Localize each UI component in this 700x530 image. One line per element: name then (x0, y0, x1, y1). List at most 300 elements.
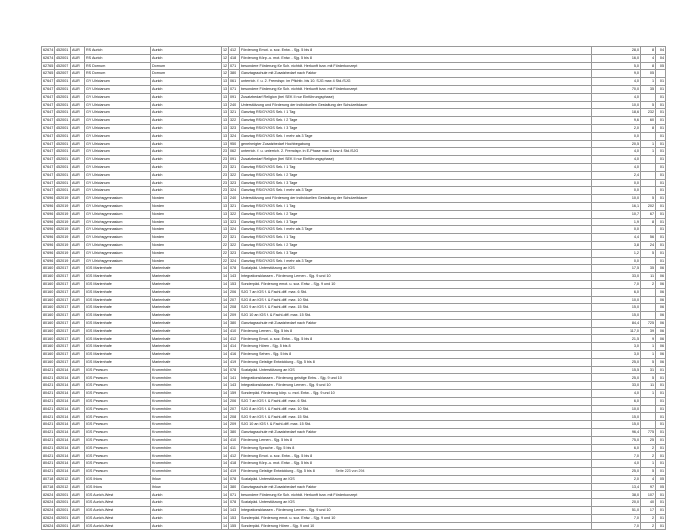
cell-town: Aurich (151, 140, 222, 148)
cell-count (641, 93, 656, 101)
cell-item-code: 071 (229, 491, 240, 499)
table-row (42, 444, 666, 452)
cell-town: Aurich (151, 156, 222, 164)
cell-type-code: 14 (222, 397, 229, 405)
cell-type-code: 14 (222, 319, 229, 327)
table-row (42, 499, 666, 507)
cell-type-code: 13 (222, 195, 229, 203)
cell-district: AUR (71, 358, 85, 366)
cell-type-code: 23 (222, 171, 229, 179)
cell-town: Dornum (151, 62, 222, 70)
cell-district-code: 452001 (55, 156, 71, 164)
cell-school-number: 80160 (42, 343, 55, 351)
cell-description: Ganztag RS/GY/IGS Sek. I 3 Tage (240, 218, 592, 226)
cell-type-code: 22 (222, 241, 229, 249)
cell-item-code: 380 (229, 319, 240, 327)
cell-hours: 96,4 (592, 429, 641, 437)
table-row (42, 148, 666, 156)
cell-district: AUR (71, 304, 85, 312)
table-row (42, 460, 666, 468)
cell-school-number: 82624 (42, 491, 55, 499)
cell-count (641, 156, 656, 164)
cell-hours: 3,0 (592, 351, 641, 359)
table-row (42, 241, 666, 249)
cell-school-name: IGS Marienhafe (85, 265, 151, 273)
cell-flag: 01 (656, 452, 666, 460)
cell-count: 5 (641, 358, 656, 366)
cell-hours: 4,0 (592, 148, 641, 156)
cell-count: 2 (641, 280, 656, 288)
cell-type-code: 14 (222, 507, 229, 515)
cell-district-code: 452014 (55, 413, 71, 421)
cell-item-code: 322 (229, 241, 240, 249)
data-table (41, 46, 666, 530)
cell-town: Marienhafe (151, 280, 222, 288)
cell-count: 97 (641, 483, 656, 491)
cell-district-code: 452007 (55, 62, 71, 70)
cell-district: AUR (71, 47, 85, 55)
cell-count: 5 (641, 468, 656, 476)
cell-type-code: 23 (222, 179, 229, 187)
cell-flag: 01 (656, 156, 666, 164)
cell-description: besondere Förderung für Sch. nichtdt. Herkunft bzw. mit Förderkonzept (240, 62, 592, 70)
cell-hours: 7,0 (592, 452, 641, 460)
cell-flag: 01 (656, 187, 666, 195)
cell-type-code: 14 (222, 382, 229, 390)
table-row (42, 93, 666, 101)
cell-district: AUR (71, 319, 85, 327)
cell-hours: 33,0 (592, 273, 641, 281)
cell-description: SJG 7 an IGS f. & Fachl-diff. max. 6 Std. (240, 288, 592, 296)
cell-count: 35 (641, 85, 656, 93)
cell-count: 31 (641, 366, 656, 374)
cell-flag: 01 (656, 241, 666, 249)
cell-hours: 84,4 (592, 319, 641, 327)
cell-item-code: 159 (229, 390, 240, 398)
cell-item-code: 380 (229, 70, 240, 78)
cell-school-name: GY Ulricianum (85, 117, 151, 125)
cell-count: 24 (641, 241, 656, 249)
cell-type-code: 13 (222, 132, 229, 140)
cell-school-name: IGS Pewsum (85, 405, 151, 413)
cell-town: Norden (151, 257, 222, 265)
cell-town: Aurich (151, 101, 222, 109)
cell-item-code: 324 (229, 226, 240, 234)
cell-town: Krummhörn (151, 382, 222, 390)
cell-school-name: GY Ulricianum (85, 156, 151, 164)
cell-type-code: 12 (222, 54, 229, 62)
cell-town: Aurich (151, 85, 222, 93)
cell-count: 1 (641, 351, 656, 359)
cell-district: AUR (71, 101, 85, 109)
cell-school-number: 67647 (42, 124, 55, 132)
cell-type-code: 14 (222, 429, 229, 437)
cell-school-number: 80421 (42, 444, 55, 452)
cell-district: AUR (71, 460, 85, 468)
cell-type-code: 14 (222, 452, 229, 460)
cell-description: Ganztag RS/GY/IGS Sek. I mehr als 3 Tage (240, 226, 592, 234)
cell-school-number: 80421 (42, 397, 55, 405)
table-row (42, 327, 666, 335)
cell-type-code: 22 (222, 249, 229, 257)
cell-district-code: 452001 (55, 522, 71, 530)
cell-town: Krummhörn (151, 436, 222, 444)
cell-hours: 15,0 (592, 304, 641, 312)
table-row (42, 101, 666, 109)
cell-flag: 01 (656, 226, 666, 234)
cell-school-number: 80160 (42, 351, 55, 359)
cell-count: 1 (641, 390, 656, 398)
table-row (42, 483, 666, 491)
cell-town: Marienhafe (151, 288, 222, 296)
cell-description: Ganztag RS/GY/IGS Sek. I mehr als 3 Tage (240, 257, 592, 265)
cell-hours: 15,0 (592, 413, 641, 421)
cell-school-number: 80421 (42, 390, 55, 398)
cell-town: Krummhörn (151, 390, 222, 398)
table-row (42, 226, 666, 234)
cell-district-code: 452001 (55, 109, 71, 117)
cell-hours: 25,0 (592, 358, 641, 366)
cell-school-number: 67647 (42, 78, 55, 86)
cell-flag: 01 (656, 195, 666, 203)
cell-flag: 06 (656, 296, 666, 304)
cell-description: Förderung Lernen - Sjg. 5 bis 8 (240, 436, 592, 444)
cell-description: Integrationsklassen - Förderung geistige Entw. - Sjg. 9 und 10 (240, 374, 592, 382)
cell-district-code: 452001 (55, 47, 71, 55)
cell-type-code: 13 (222, 202, 229, 210)
cell-district: AUR (71, 507, 85, 515)
cell-count (641, 296, 656, 304)
cell-district: AUR (71, 218, 85, 226)
cell-school-name: IGS Aurich-West (85, 499, 151, 507)
cell-district: AUR (71, 234, 85, 242)
cell-description: SJG 9 an IGS f. & Fachl-diff. max. 15 Std. (240, 413, 592, 421)
cell-hours: 20,0 (592, 499, 641, 507)
cell-school-name: IGS Aurich-West (85, 507, 151, 515)
cell-town: Aurich (151, 514, 222, 522)
cell-hours: 3,8 (592, 241, 641, 249)
cell-district: AUR (71, 171, 85, 179)
cell-flag: 01 (656, 468, 666, 476)
cell-school-number: 67696 (42, 241, 55, 249)
cell-town: Marienhafe (151, 304, 222, 312)
cell-description: unterrich. f. u. 2. Fremdspr. im Pfichtb. bis 10. SJG max 4 Std./SJG (240, 78, 592, 86)
cell-district: AUR (71, 413, 85, 421)
cell-school-name: GY Ulricianum (85, 140, 151, 148)
cell-school-number: 82624 (42, 522, 55, 530)
cell-description: Ganztag RS/GY/IGS Sek. I 2 Tage (240, 171, 592, 179)
cell-count (641, 288, 656, 296)
cell-school-number: 80421 (42, 413, 55, 421)
cell-description: SJG 8 an IGS f. & Fachl-diff. max. 10 Std. (240, 296, 592, 304)
cell-town: Norden (151, 210, 222, 218)
cell-town: Norden (151, 234, 222, 242)
cell-description: SJG 7 an IGS f. & Fachl-diff. max. 6 Std. (240, 397, 592, 405)
cell-type-code: 13 (222, 93, 229, 101)
table-row (42, 366, 666, 374)
cell-description: Sozialpäd. Unterstützung an IGS (240, 366, 592, 374)
cell-count: 4 (641, 475, 656, 483)
cell-district: AUR (71, 85, 85, 93)
cell-item-code: 418 (229, 460, 240, 468)
cell-district-code: 452001 (55, 140, 71, 148)
cell-district-code: 452019 (55, 202, 71, 210)
table-row (42, 514, 666, 522)
cell-school-name: IGS Pewsum (85, 421, 151, 429)
table-row (42, 210, 666, 218)
cell-school-number: 80718 (42, 483, 55, 491)
cell-school-name: IGS Pewsum (85, 436, 151, 444)
cell-flag: 01 (656, 382, 666, 390)
cell-item-code: 153 (229, 514, 240, 522)
cell-district-code: 452017 (55, 265, 71, 273)
cell-flag: 06 (656, 265, 666, 273)
cell-flag: 04 (656, 47, 666, 55)
cell-type-code: 14 (222, 343, 229, 351)
cell-count: 17 (641, 507, 656, 515)
cell-item-code: 078 (229, 499, 240, 507)
cell-town: Aurich (151, 163, 222, 171)
cell-flag: 01 (656, 436, 666, 444)
cell-district-code: 452014 (55, 405, 71, 413)
cell-flag: 05 (656, 62, 666, 70)
cell-town: Norden (151, 218, 222, 226)
cell-town: Krummhörn (151, 468, 222, 476)
cell-type-code: 13 (222, 109, 229, 117)
cell-hours: 20,5 (592, 140, 641, 148)
cell-type-code: 14 (222, 288, 229, 296)
cell-hours: 18,6 (592, 109, 641, 117)
cell-flag: 06 (656, 273, 666, 281)
cell-description: Förderung Hören - Sjg. 5 bis 8 (240, 343, 592, 351)
cell-item-code: 323 (229, 179, 240, 187)
cell-item-code: 240 (229, 101, 240, 109)
cell-count: 1 (641, 140, 656, 148)
cell-item-code: 410 (229, 327, 240, 335)
cell-town: Aurich (151, 93, 222, 101)
cell-description: Förderung Lernen - Sjg. 5 bis 8 (240, 327, 592, 335)
cell-district: AUR (71, 429, 85, 437)
cell-hours: 4,0 (592, 93, 641, 101)
cell-district-code: 452001 (55, 54, 71, 62)
cell-item-code: 323 (229, 124, 240, 132)
cell-count: 8 (641, 47, 656, 55)
cell-type-code: 14 (222, 265, 229, 273)
cell-item-code: 418 (229, 54, 240, 62)
cell-description: Förderung Emot. u. soz. Entw. - Sjg. 5 bis 8 (240, 335, 592, 343)
cell-item-code: 323 (229, 249, 240, 257)
cell-flag: 01 (656, 390, 666, 398)
cell-town: Krummhörn (151, 405, 222, 413)
cell-item-code: 240 (229, 195, 240, 203)
cell-school-name: GY Ulrichsgymnasium (85, 210, 151, 218)
cell-item-code: 071 (229, 85, 240, 93)
cell-item-code: 321 (229, 234, 240, 242)
cell-district-code: 452014 (55, 397, 71, 405)
cell-flag: 01 (656, 234, 666, 242)
cell-type-code: 22 (222, 234, 229, 242)
cell-school-name: GY Ulrichsgymnasium (85, 257, 151, 265)
cell-school-name: IGS Marienhafe (85, 319, 151, 327)
cell-description: Integrationsklassen - Förderung Lernen - Sjg. 9 und 10 (240, 382, 592, 390)
cell-school-number: 67647 (42, 171, 55, 179)
cell-district-code: 452001 (55, 93, 71, 101)
cell-district: AUR (71, 54, 85, 62)
cell-item-code: 410 (229, 436, 240, 444)
cell-town: Aurich (151, 47, 222, 55)
cell-district: AUR (71, 351, 85, 359)
cell-item-code: 206 (229, 288, 240, 296)
cell-count: 05 (641, 70, 656, 78)
cell-district-code: 452014 (55, 452, 71, 460)
cell-hours: 3,0 (592, 343, 641, 351)
cell-type-code: 13 (222, 117, 229, 125)
cell-school-name: GY Ulricianum (85, 148, 151, 156)
cell-count: 8 (641, 62, 656, 70)
cell-hours: 6,0 (592, 397, 641, 405)
table-row (42, 452, 666, 460)
cell-town: Aurich (151, 491, 222, 499)
cell-school-name: GY Ulricianum (85, 132, 151, 140)
cell-hours: 15,0 (592, 421, 641, 429)
cell-school-name: GY Ulricianum (85, 109, 151, 117)
cell-type-code: 14 (222, 390, 229, 398)
cell-flag: 01 (656, 429, 666, 437)
cell-district: AUR (71, 179, 85, 187)
cell-district-code: 452014 (55, 444, 71, 452)
cell-hours: 25,0 (592, 468, 641, 476)
cell-district-code: 452017 (55, 358, 71, 366)
cell-type-code: 14 (222, 366, 229, 374)
cell-school-number: 67696 (42, 226, 55, 234)
cell-flag: 05 (656, 483, 666, 491)
cell-description: Unterstützung und Förderung der individuellen Gestaltung der Schulzeitdauer (240, 101, 592, 109)
cell-district-code: 452001 (55, 514, 71, 522)
table-row (42, 405, 666, 413)
cell-type-code: 23 (222, 187, 229, 195)
cell-description: Ganztagsschule mit Zusatzbedarf nach Faktor (240, 319, 592, 327)
cell-description: Ganztag RS/GY/IGS Sek. I 2 Tage (240, 210, 592, 218)
cell-description: genehmigter Zusatzbedarf Hochbegabung (240, 140, 592, 148)
cell-town: Krummhörn (151, 444, 222, 452)
cell-description: Förderung Sehen - Sjg. 5 bis 8 (240, 351, 592, 359)
cell-hours: 16,0 (592, 54, 641, 62)
cell-type-code: 13 (222, 226, 229, 234)
cell-school-name: GY Ulricianum (85, 93, 151, 101)
cell-item-code: 143 (229, 273, 240, 281)
cell-flag (656, 70, 666, 78)
cell-district: AUR (71, 296, 85, 304)
cell-count: 5 (641, 374, 656, 382)
cell-flag: 01 (656, 101, 666, 109)
cell-school-name: IGS Aurich-West (85, 522, 151, 530)
cell-flag: 01 (656, 413, 666, 421)
table-row (42, 413, 666, 421)
cell-district-code: 452017 (55, 335, 71, 343)
cell-type-code: 14 (222, 273, 229, 281)
cell-district: AUR (71, 491, 85, 499)
cell-hours: 117,0 (592, 327, 641, 335)
cell-count: 1 (641, 343, 656, 351)
cell-description: Sonderpäd. Förderung emot. u. soz. Entw. - Sjg. 9 und 10 (240, 280, 592, 288)
cell-town: Dornum (151, 70, 222, 78)
cell-flag: 01 (656, 163, 666, 171)
cell-type-code: 22 (222, 257, 229, 265)
cell-hours: 7,0 (592, 514, 641, 522)
cell-district-code: 452017 (55, 351, 71, 359)
table-row (42, 522, 666, 530)
cell-description: Ganztag RS/GY/IGS Sek. I mehr als 3 Tage (240, 132, 592, 140)
cell-item-code: 324 (229, 257, 240, 265)
cell-hours: 15,5 (592, 366, 641, 374)
cell-district: AUR (71, 390, 85, 398)
cell-type-code: 13 (222, 78, 229, 86)
cell-description: Förderung Emot. u. soz. Entw. - Sjg. 5 bis 8 (240, 47, 592, 55)
table-row (42, 382, 666, 390)
cell-school-number: 80421 (42, 436, 55, 444)
cell-school-number: 62765 (42, 62, 55, 70)
cell-district-code: 452019 (55, 249, 71, 257)
table-row (42, 335, 666, 343)
cell-description: Ganztagsschule mit Zusatzbedarf nach Faktor (240, 483, 592, 491)
cell-school-name: GY Ulricianum (85, 171, 151, 179)
cell-count (641, 179, 656, 187)
cell-item-code: 141 (229, 374, 240, 382)
cell-town: Norden (151, 202, 222, 210)
cell-description: besondere Förderung für Sch. nichtdt. Herkunft bzw. mit Förderkonzept (240, 491, 592, 499)
cell-district: AUR (71, 257, 85, 265)
cell-town: Norden (151, 226, 222, 234)
cell-district: AUR (71, 514, 85, 522)
cell-school-name: IGS Ihlow (85, 475, 151, 483)
cell-district-code: 452014 (55, 436, 71, 444)
cell-school-name: IGS Marienhafe (85, 304, 151, 312)
cell-district-code: 452014 (55, 460, 71, 468)
cell-school-name: IGS Aurich-West (85, 514, 151, 522)
cell-type-code: 14 (222, 444, 229, 452)
cell-count: 8 (641, 124, 656, 132)
cell-hours: 75,0 (592, 436, 641, 444)
cell-school-number: 80421 (42, 460, 55, 468)
cell-town: Marienhafe (151, 343, 222, 351)
cell-type-code: 14 (222, 358, 229, 366)
cell-school-name: IGS Ihlow (85, 483, 151, 491)
cell-item-code: 207 (229, 296, 240, 304)
cell-town: Aurich (151, 117, 222, 125)
table-row (42, 397, 666, 405)
cell-type-code: 12 (222, 70, 229, 78)
cell-flag: 01 (656, 202, 666, 210)
cell-school-number: 67647 (42, 101, 55, 109)
cell-flag: 01 (656, 257, 666, 265)
cell-description: Ganztag RS/GY/IGS Sek. I 3 Tage (240, 124, 592, 132)
cell-description: Ganztag RS/GY/IGS Sek. I 1 Tag (240, 202, 592, 210)
cell-school-number: 80160 (42, 327, 55, 335)
cell-district: AUR (71, 148, 85, 156)
cell-flag: 01 (656, 179, 666, 187)
cell-description: Ganztagsschule mit Zusatzbedarf nach Faktor (240, 70, 592, 78)
cell-district-code: 452007 (55, 70, 71, 78)
table-row (42, 47, 666, 55)
cell-hours: 33,0 (592, 382, 641, 390)
cell-school-number: 67696 (42, 257, 55, 265)
cell-hours: 28,0 (592, 47, 641, 55)
cell-district-code: 452017 (55, 312, 71, 320)
table-row (42, 140, 666, 148)
cell-hours: 2,4 (592, 171, 641, 179)
table-row (42, 163, 666, 171)
cell-description: unterrich. f. u. unterrich. 2. Fremdspr. in E-Phase max 3 bzw 4 Std./SJG (240, 148, 592, 156)
